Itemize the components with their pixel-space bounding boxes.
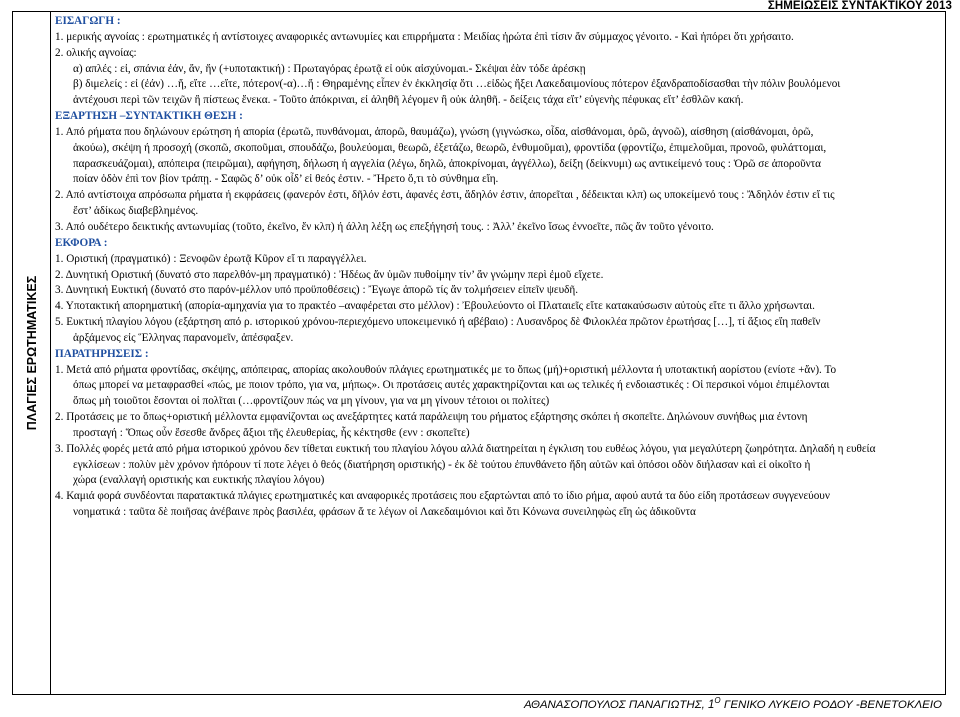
line: α) απλές : εἰ, σπάνια ἐάν, ἄν, ἤν (+υποτακτική) : Πρωταγόρας ἐρωτᾷ εἰ οὐκ αἰσχύνομαι.- Σκέψαι ἐὰν τόδε ἀρέσκῃ [73,62,586,75]
document-footer [524,696,942,711]
line: 4. Καμιά φορά συνδέονται παρατακτικά πλάγιες ερωτηματικές και αναφορικές προτάσεις που εξαρτώνται από το ίδιο ρήμα, αφού αυτά τα δύο είδη προτάσεων συγγενεύουν [55,490,830,503]
line: 3. Από ουδέτερο δεικτικής αντωνυμίας (τοῦτο, ἐκεῖνο, ἕν κλπ) ή άλλη λέξη ως επεξήγησή τους. : Ἀλλ’ ἐκεῖνο ἴσως ἐννοεῖτε, πῶς ἄν τοῦτο γένοιτο. [55,220,714,233]
line: 2. Δυνητική Οριστική (δυνατό στο παρελθόν-μη πραγματικό) : Ἠδέως ἄν ὑμῶν πυθοίμην τίν’ ἄν γνώμην περὶ ἐμοῦ εἴχετε. [55,268,604,281]
line: 1. μερικής αγνοίας : ερωτηματικές ή αντίστοιχες αναφορικές αντωνυμίες και επιρρήματα : Μειδίας ἠρώτα ἐπὶ τίσιν ἄν σύμμαχος γένοιτο. - Καὶ ἠπόρει ὅτι χρήσαιτο. [55,30,794,43]
line: 1. Από ρήματα που δηλώνουν ερώτηση ή απορία (ἐρωτῶ, πυνθάνομαι, ἀπορῶ, θαυμάζω), γνώση (γιγνώσκω, οἶδα, αἰσθάνομαι, ὁρῶ, ἀγνοῶ), αίσθηση (αἰσθάνομαι, ὁρῶ, [55,125,814,138]
line: ἀντέχουσι περὶ τῶν τειχῶν ἢ πίστεως ἕνεκα. - Τοῦτο ἀπόκριναι, εἰ ἀληθῆ λέγομεν ἢ οὐκ ἀληθῆ. - δείξεις τάχα εἴτ’ εὐγενὴς πέφυκας εἴτ’ ἐσθλῶν κακή. [73,94,744,107]
line: νοηματικά : ταῦτα δὲ ποιῆσας ἀνέβαινε πρὸς βασιλέα, φράσων ἅ τε λέγων οἱ Λακεδαιμόνιοι καὶ ὅτι Κόνωνα συνειληφὼς εἴη ὡς ἀδικοῦντα [73,506,696,519]
section-heading-intro: ΕΙΣΑΓΩΓΗ : [55,15,121,27]
line: χώρα (εναλλαγή οριστικής και ευκτικής πλαγίου λόγου) [73,474,325,487]
line: 1. Οριστική (πραγματικό) : Ξενοφῶν ἐρωτᾷ Κῦρον εἴ τι παραγγέλλει. [55,252,367,265]
line: 3. Πολλές φορές μετά από ρήμα ιστορικού χρόνου δεν τίθεται ευκτική του πλαγίου λόγου αλλά διατηρείται η έγκλιση του ευθέως λόγου, για μεγαλύτερη ζωηρότητα. Δηλαδή η ευθεία [55,442,876,455]
line: 2. ολικής αγνοίας: [55,46,137,59]
section-heading-expression: ΕΚΦΟΡΑ : [55,236,108,249]
line: παρασκευάζομαι), απόπειρα (πειρῶμαι), αφήγηση, δήλωση ή αγγελία (λέγω, δηλῶ, ἀποκρίνομαι, ἀγγέλλω), δείξη (δείκνυμι) ως αντικείμενό τους : Ὁρῶ σε ἀποροῦντα [73,157,822,170]
notes-content [55,14,939,521]
line: 2. Προτάσεις με το ὅπως+οριστική μέλλοντα εμφανίζονται ως ανεξάρτητες κατά παράλειψη του ρήματος εξάρτησης σκόπει ή σκοπεῖτε. Δηλώνουν συνήθως μια έντονη [55,411,808,424]
line: εγκλίσεων : πολὺν μὲν χρόνον ἠπόρουν τί ποτε λέγει ὁ θεός (διατήρηση οριστικής) - ἐκ δὲ τούτου ἐπυνθάνετο ἤδη αὐτῶν καὶ ὁπόσοι οδὸν διήλασαν καὶ εἰ οἰκοῖτο ἡ [73,458,811,471]
side-label: ΠΛΑΓΙΕΣ ΕΡΩΤΗΜΑΤΙΚΕΣ [24,275,39,431]
line: β) διμελείς : εἰ (ἐάν) …ἤ, εἴτε …εἴτε, πότερον(-α)…ἤ : Θηραμένης εἶπεν ἐν ἐκκλησίᾳ ὅτι …εἰδὼς ἥξει Λακεδαιμονίους πότερον ἐξανδραποδίσασθαι τὴν πόλιν βουλόμενοι [73,78,841,91]
line: 2. Από αντίστοιχα απρόσωπα ρήματα ή εκφράσεις (φανερόν ἐστι, δῆλόν ἐστι, ἀφανές ἐστι, ἄδηλόν ἐστιν, ἀπορεῖται , δέδεικται κλπ) ως υποκείμενό τους : Ἄδηλόν ἐστιν εἴ τις [55,189,835,202]
line: προσταγή : Ὅπως οὖν ἔσεσθε ἄνδρες ἄξιοι τῆς ἐλευθερίας, ἧς κέκτησθε (ενν : σκοπεῖτε) [73,426,470,439]
document-header: ΣΗΜΕΙΩΣΕΙΣ ΣΥΝΤΑΚΤΙΚΟΥ 2013 [767,0,952,12]
line: ὅπως μὴ τοιοῦτοι ἔσονται οἱ πολῖται (…φροντίζουν πώς να μη γίνουν, για να μη γίνουν τέτοιοι οι πολίτες) [73,395,550,408]
line: 4. Υποτακτική απορηματική (απορία-αμηχανία για το πρακτέο –αναφέρεται στο μέλλον) : Ἐβουλεύοντο οἱ Πλαταιεῖς εἴτε κατακαύσωσιν αὐτοὺς εἴτε τι ἄλλο χρήσωνται. [55,300,815,313]
line: όπως μπορεί να μεταφρασθεί «πώς, με ποιον τρόπο, για να, μήπως». Οι προτάσεις αυτές χαρακτηρίζονται και ως τελικές ή ενδοιαστικές : Οἱ περσικοὶ νόμοι ἐπιμέλονται [73,379,830,392]
line: ποίαν ὁδὸν ἐπὶ τον βίον τράπῃ. - Σαφῶς δ’ οὐκ οἶδ’ εἰ θεός ἐστιν. - Ἤρετο ὅ,τι τὸ σύνθημα εἴη. [73,173,499,186]
section-heading-dependency: ΕΞΑΡΤΗΣΗ –ΣΥΝΤΑΚΤΙΚΗ ΘΕΣΗ : [55,110,243,123]
line: ἔστ’ ἀδίκως διαβεβλημένος. [73,205,199,218]
section-heading-remarks: ΠΑΡΑΤΗΡΗΣΕΙΣ : [55,347,149,360]
notes-table [12,11,946,695]
footer-author: ΑΘΑΝΑΣΟΠΟΥΛΟΣ ΠΑΝΑΓΙΩΤΗΣ, 1 [523,699,715,711]
line: ἀρξάμενος εἰς Ἕλληνας παρανομεῖν, ἀπέσφαξεν. [73,331,294,344]
line: 1. Μετά από ρήματα φροντίδας, σκέψης, απόπειρας, απορίας ακολουθούν πλάγιες ερωτηματικές με το ὅπως (μή)+οριστική μέλλοντα ή υποτακτική αορίστου (ενίοτε +ἄν). Το [55,363,837,376]
line: 3. Δυνητική Ευκτική (δυνατό στο παρόν-μέλλον υπό προϋποθέσεις) : Ἔγωγε ἀπορῶ τίς ἄν τολμήσειεν εἰπεῖν ψευδῆ. [55,284,579,297]
footer-school: ΓΕΝΙΚΟ ΛΥΚΕΙΟ ΡΟΔΟΥ -ΒΕΝΕΤΟΚΛΕΙΟ [720,699,942,711]
line: ἀκούω), σκέψη ή προσοχή (σκοπῶ, σκοποῦμαι, σπουδάζω, βουλεύομαι, θεωρῶ, ἐξετάζω, θεωρῶ, ἐνθυμοῦμαι), φροντίδα (φροντίζω, ἐπιμελοῦμαι, προνοῶ, φυλάττομαι, [73,141,827,154]
footer-sup: Ο [714,696,721,706]
side-label-cell [13,12,51,694]
line: 5. Ευκτική πλαγίου λόγου (εξάρτηση από ρ. ιστορικού χρόνου-περιεχόμενο υποκειμενικό ή αβέβαιο) : Λυσανδρος δὲ Φιλοκλέα πρῶτον ἐρωτήσας […], τί ἄξιος εἴη παθεῖν [55,316,821,329]
